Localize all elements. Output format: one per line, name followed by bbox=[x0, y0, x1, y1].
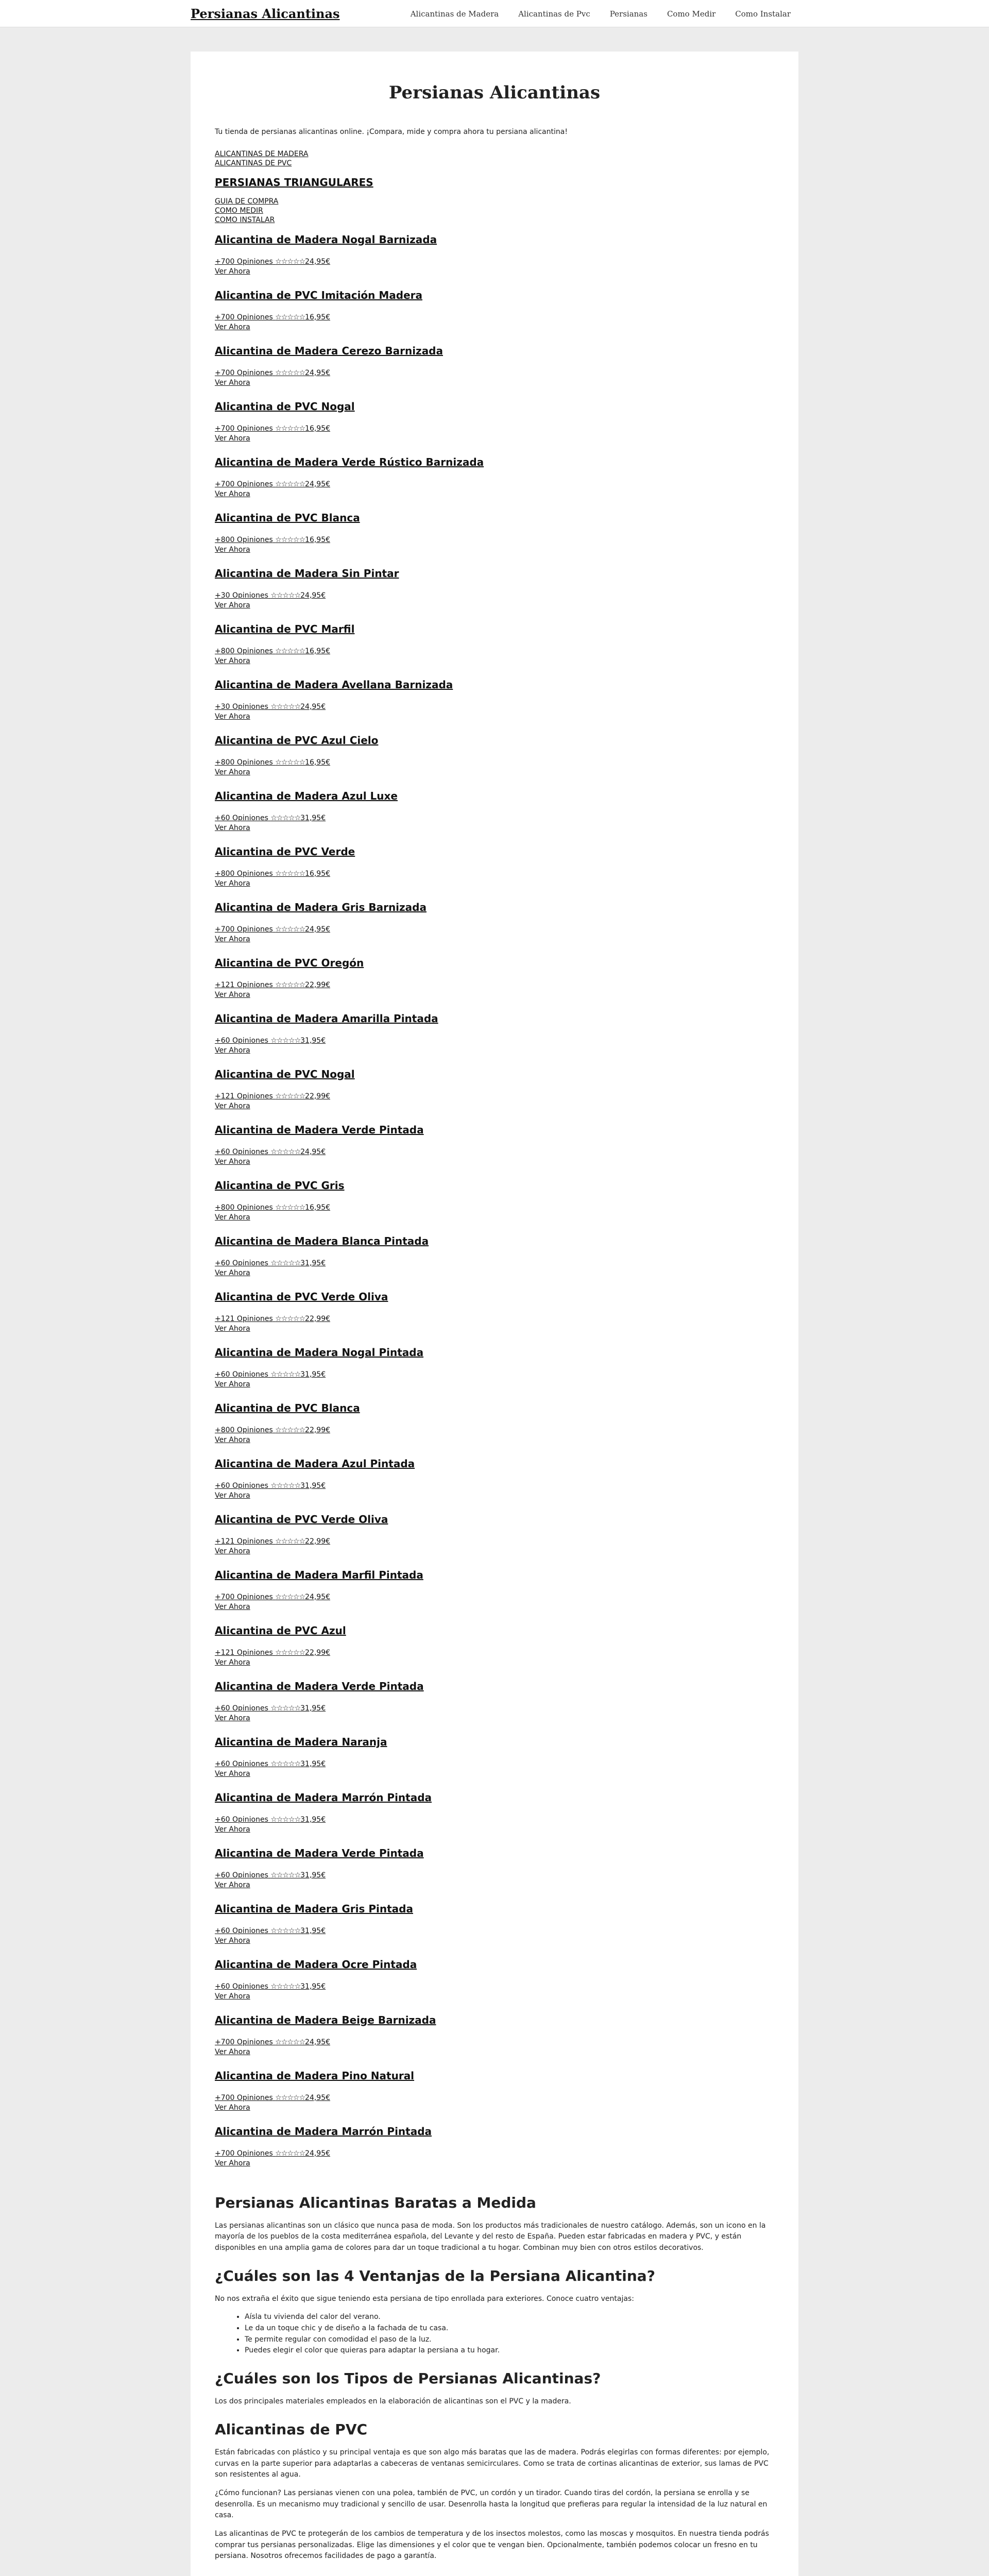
intro-text: Tu tienda de persianas alicantinas online. ¡Compara, mide y compra ahora tu persiana alicantina! bbox=[215, 128, 568, 136]
product-rating-price[interactable] bbox=[215, 925, 774, 935]
product-price: 16,95€ bbox=[305, 313, 331, 321]
product-item bbox=[215, 233, 774, 289]
product-price: 31,95€ bbox=[300, 1815, 326, 1824]
product-name-link[interactable]: Alicantina de PVC Marfil bbox=[215, 622, 355, 635]
product-opinions: +700 Opiniones bbox=[215, 2093, 273, 2102]
product-name-link[interactable]: Alicantina de PVC Blanca bbox=[215, 511, 360, 524]
product-name-link[interactable]: Alicantina de Madera Amarilla Pintada bbox=[215, 1012, 438, 1025]
star-rating-icon: ☆☆☆☆☆ bbox=[275, 869, 305, 878]
product-rating-price[interactable] bbox=[215, 702, 774, 713]
product-name-link[interactable]: Alicantina de PVC Nogal bbox=[215, 400, 355, 413]
guide-links bbox=[215, 197, 774, 225]
product-name-link[interactable]: Alicantina de PVC Verde Oliva bbox=[215, 1513, 388, 1526]
product-name-link[interactable]: Alicantina de Madera Verde Pintada bbox=[215, 1123, 424, 1136]
product-opinions: +60 Opiniones bbox=[215, 1871, 268, 1879]
product-rating-price[interactable] bbox=[215, 1203, 774, 1213]
product-opinions: +700 Opiniones bbox=[215, 424, 273, 433]
product-item bbox=[215, 345, 774, 400]
product-price: 24,95€ bbox=[305, 2149, 331, 2158]
list-item: • Le da un toque chic y de diseño a la fachada de tu casa. bbox=[245, 2323, 774, 2334]
product-opinions: +700 Opiniones bbox=[215, 480, 273, 488]
product-price: 24,95€ bbox=[305, 2038, 331, 2046]
product-name-link[interactable]: Alicantina de Madera Azul Luxe bbox=[215, 789, 398, 802]
product-opinions: +60 Opiniones bbox=[215, 1147, 268, 1156]
view-now-link[interactable]: Ver Ahora bbox=[215, 267, 250, 276]
product-rating-price[interactable] bbox=[215, 758, 774, 768]
product-opinions: +30 Opiniones bbox=[215, 702, 268, 711]
product-rating-price[interactable] bbox=[215, 1759, 774, 1770]
view-now-link[interactable]: Ver Ahora bbox=[215, 935, 250, 944]
product-opinions: +800 Opiniones bbox=[215, 758, 273, 767]
product-item bbox=[215, 2125, 774, 2181]
star-rating-icon: ☆☆☆☆☆ bbox=[275, 1648, 305, 1657]
section-text-pvc-3: Las alicantinas de PVC te protegerán de los cambios de temperatura y de los insectos molestos, como las moscas y mosquitos. En nuestra tienda podrás comprar tus persianas personalizadas. Elige las dimensiones y el color que te vengan bien. Opcionalmente, también podemos colocar un fresno en tu persiana. Nosotros ofrecemos facilidades de pago a garantía. bbox=[215, 2529, 769, 2561]
view-now-link[interactable]: Ver Ahora bbox=[215, 1269, 250, 1278]
view-now-link[interactable]: Ver Ahora bbox=[215, 1046, 250, 1055]
section-text-ventajas: No nos extraña el éxito que sigue teniendo esta persiana de tipo enrollada para exteriores. Conoce cuatro ventajas: bbox=[215, 2294, 634, 2303]
view-now-link[interactable]: Ver Ahora bbox=[215, 1881, 250, 1890]
product-name-link[interactable]: Alicantina de PVC Gris bbox=[215, 1179, 345, 1192]
product-price: 31,95€ bbox=[300, 814, 326, 822]
product-item bbox=[215, 1624, 774, 1680]
product-name-link[interactable]: Alicantina de Madera Azul Pintada bbox=[215, 1457, 415, 1470]
product-price: 31,95€ bbox=[300, 1759, 326, 1768]
view-now-link[interactable]: Ver Ahora bbox=[215, 379, 250, 387]
star-rating-icon: ☆☆☆☆☆ bbox=[270, 1147, 301, 1156]
product-name-link[interactable]: Alicantina de Madera Verde Rústico Barnizada bbox=[215, 455, 484, 468]
view-now-link[interactable]: Ver Ahora bbox=[215, 1992, 250, 2001]
product-price: 31,95€ bbox=[300, 1370, 326, 1379]
product-name-link[interactable]: Alicantina de Madera Cerezo Barnizada bbox=[215, 344, 443, 357]
product-name-link[interactable]: Alicantina de PVC Oregón bbox=[215, 956, 364, 969]
view-now-link[interactable]: Ver Ahora bbox=[215, 601, 250, 610]
product-price: 16,95€ bbox=[305, 758, 331, 767]
product-rating-price[interactable] bbox=[215, 814, 774, 824]
product-price: 22,99€ bbox=[305, 1648, 331, 1657]
product-name-link[interactable]: Alicantina de Madera Marrón Pintada bbox=[215, 2125, 432, 2138]
star-rating-icon: ☆☆☆☆☆ bbox=[270, 1704, 301, 1713]
product-rating-price[interactable] bbox=[215, 1926, 774, 1937]
view-now-link[interactable]: Ver Ahora bbox=[215, 2159, 250, 2168]
product-rating-price[interactable] bbox=[215, 2093, 774, 2104]
star-rating-icon: ☆☆☆☆☆ bbox=[275, 1592, 305, 1601]
product-name-link[interactable]: Alicantina de Madera Ocre Pintada bbox=[215, 1958, 417, 1971]
product-item bbox=[215, 1235, 774, 1291]
star-rating-icon: ☆☆☆☆☆ bbox=[270, 1926, 301, 1935]
product-opinions: +60 Opiniones bbox=[215, 1759, 268, 1768]
link-persianas-triangulares[interactable]: PERSIANAS TRIANGULARES bbox=[215, 176, 373, 189]
star-rating-icon: ☆☆☆☆☆ bbox=[275, 424, 305, 433]
category-links bbox=[215, 149, 774, 168]
product-rating-price[interactable] bbox=[215, 1982, 774, 1992]
product-opinions: +800 Opiniones bbox=[215, 1203, 273, 1212]
product-name-link[interactable]: Alicantina de PVC Blanca bbox=[215, 1401, 360, 1414]
section-title-ventajas: ¿Cuáles son las 4 Ventanjas de la Persiana Alicantina? bbox=[215, 2267, 655, 2284]
star-rating-icon: ☆☆☆☆☆ bbox=[270, 1759, 301, 1768]
star-rating-icon: ☆☆☆☆☆ bbox=[275, 1203, 305, 1212]
product-item bbox=[215, 679, 774, 734]
product-price: 16,95€ bbox=[305, 424, 331, 433]
product-opinions: +700 Opiniones bbox=[215, 1592, 273, 1601]
product-rating-price[interactable] bbox=[215, 535, 774, 546]
product-item bbox=[215, 734, 774, 790]
star-rating-icon: ☆☆☆☆☆ bbox=[275, 1092, 305, 1100]
product-price: 22,99€ bbox=[305, 1537, 331, 1546]
product-item bbox=[215, 1680, 774, 1736]
product-price: 31,95€ bbox=[300, 1982, 326, 1991]
section-text-tipos: Los dos principales materiales empleados en la elaboración de alicantinas son el PVC y la madera. bbox=[215, 2397, 571, 2406]
product-opinions: +60 Opiniones bbox=[215, 1481, 268, 1490]
view-now-link[interactable]: Ver Ahora bbox=[215, 824, 250, 833]
product-rating-price[interactable] bbox=[215, 257, 774, 267]
star-rating-icon: ☆☆☆☆☆ bbox=[270, 1370, 301, 1379]
link-alicantinas-madera[interactable]: ALICANTINAS DE MADERA bbox=[215, 149, 309, 158]
product-price: 24,95€ bbox=[305, 368, 331, 377]
view-now-link[interactable]: Ver Ahora bbox=[215, 1770, 250, 1778]
product-item bbox=[215, 456, 774, 512]
product-rating-price[interactable] bbox=[215, 424, 774, 434]
view-now-link[interactable]: Ver Ahora bbox=[215, 1102, 250, 1111]
product-price: 22,99€ bbox=[305, 1092, 331, 1100]
product-name-link[interactable]: Alicantina de Madera Gris Barnizada bbox=[215, 901, 427, 913]
view-now-link[interactable]: Ver Ahora bbox=[215, 1547, 250, 1556]
product-item bbox=[215, 1903, 774, 1958]
product-name-link[interactable]: Alicantina de Madera Avellana Barnizada bbox=[215, 678, 453, 691]
product-rating-price[interactable] bbox=[215, 2038, 774, 2048]
product-name-link[interactable]: Alicantina de Madera Marrón Pintada bbox=[215, 1791, 432, 1804]
product-rating-price[interactable] bbox=[215, 480, 774, 490]
product-opinions: +60 Opiniones bbox=[215, 1370, 268, 1379]
star-rating-icon: ☆☆☆☆☆ bbox=[275, 313, 305, 321]
section-title-tipos: ¿Cuáles son los Tipos de Persianas Alicantinas? bbox=[215, 2370, 601, 2387]
product-rating-price[interactable] bbox=[215, 591, 774, 601]
link-como-medir[interactable]: COMO MEDIR bbox=[215, 207, 263, 215]
product-rating-price[interactable] bbox=[215, 2149, 774, 2159]
product-opinions: +60 Opiniones bbox=[215, 1926, 268, 1935]
product-opinions: +121 Opiniones bbox=[215, 980, 273, 989]
product-item bbox=[215, 400, 774, 456]
star-rating-icon: ☆☆☆☆☆ bbox=[270, 1982, 301, 1991]
view-now-link[interactable]: Ver Ahora bbox=[215, 1380, 250, 1389]
product-price: 24,95€ bbox=[305, 480, 331, 488]
view-now-link[interactable]: Ver Ahora bbox=[215, 434, 250, 443]
view-now-link[interactable]: Ver Ahora bbox=[215, 1937, 250, 1945]
product-price: 24,95€ bbox=[305, 925, 331, 934]
product-item bbox=[215, 567, 774, 623]
product-price: 24,95€ bbox=[300, 591, 326, 600]
product-name-link[interactable]: Alicantina de Madera Beige Barnizada bbox=[215, 2013, 436, 2026]
main-nav bbox=[411, 9, 791, 19]
product-rating-price[interactable] bbox=[215, 1537, 774, 1547]
product-name-link[interactable]: Alicantina de Madera Naranja bbox=[215, 1735, 387, 1748]
link-alicantinas-pvc[interactable]: ALICANTINAS DE PVC bbox=[215, 159, 292, 167]
view-now-link[interactable]: Ver Ahora bbox=[215, 713, 250, 721]
star-rating-icon: ☆☆☆☆☆ bbox=[275, 758, 305, 767]
star-rating-icon: ☆☆☆☆☆ bbox=[270, 1036, 301, 1045]
product-opinions: +700 Opiniones bbox=[215, 257, 273, 266]
product-opinions: +700 Opiniones bbox=[215, 925, 273, 934]
product-rating-price[interactable] bbox=[215, 1815, 774, 1825]
star-rating-icon: ☆☆☆☆☆ bbox=[275, 2038, 305, 2046]
product-price: 31,95€ bbox=[300, 1704, 326, 1713]
product-opinions: +121 Opiniones bbox=[215, 1537, 273, 1546]
product-opinions: +60 Opiniones bbox=[215, 1704, 268, 1713]
product-opinions: +800 Opiniones bbox=[215, 869, 273, 878]
product-price: 24,95€ bbox=[305, 2093, 331, 2102]
product-price: 31,95€ bbox=[300, 1926, 326, 1935]
star-rating-icon: ☆☆☆☆☆ bbox=[275, 535, 305, 544]
view-now-link[interactable]: Ver Ahora bbox=[215, 768, 250, 777]
product-item bbox=[215, 2014, 774, 2070]
nav-item-como-instalar[interactable]: Como Instalar bbox=[735, 9, 791, 19]
product-rating-price[interactable] bbox=[215, 1648, 774, 1658]
star-rating-icon: ☆☆☆☆☆ bbox=[270, 591, 301, 600]
view-now-link[interactable]: Ver Ahora bbox=[215, 657, 250, 666]
product-rating-price[interactable] bbox=[215, 1036, 774, 1046]
product-price: 22,99€ bbox=[305, 1314, 331, 1323]
product-item bbox=[215, 901, 774, 957]
view-now-link[interactable]: Ver Ahora bbox=[215, 1158, 250, 1166]
product-price: 16,95€ bbox=[305, 869, 331, 878]
star-rating-icon: ☆☆☆☆☆ bbox=[275, 1426, 305, 1434]
product-item bbox=[215, 1068, 774, 1124]
section-text-baratas: Las persianas alicantinas son un clásico que nunca pasa de moda. Son los productos más tradicionales de nuestro catálogo. Además, son un icono en la mayoría de los pueblos de la costa mediterránea española, del Levante y del resto de España. Pueden estar fabricadas en madera y PVC, y están disponibles en una amplia gama de colores para dar un toque tradicional a tu hogar. Combinan muy bien con otros estilos decorativos. bbox=[215, 2221, 766, 2252]
product-opinions: +60 Opiniones bbox=[215, 814, 268, 822]
list-item: • Puedes elegir el color que quieras para adaptar la persiana a tu hogar. bbox=[245, 2345, 774, 2357]
view-now-link[interactable]: Ver Ahora bbox=[215, 1325, 250, 1333]
product-name-link[interactable]: Alicantina de PVC Nogal bbox=[215, 1067, 355, 1080]
product-price: 31,95€ bbox=[300, 1259, 326, 1267]
product-opinions: +60 Opiniones bbox=[215, 1259, 268, 1267]
view-now-link[interactable]: Ver Ahora bbox=[215, 1213, 250, 1222]
product-item bbox=[215, 289, 774, 345]
product-name-link[interactable]: Alicantina de Madera Pino Natural bbox=[215, 2069, 415, 2082]
product-opinions: +700 Opiniones bbox=[215, 313, 273, 321]
product-name-link[interactable]: Alicantina de Madera Nogal Barnizada bbox=[215, 233, 437, 246]
product-price: 31,95€ bbox=[300, 1481, 326, 1490]
link-como-instalar[interactable]: COMO INSTALAR bbox=[215, 216, 275, 225]
product-item bbox=[215, 1346, 774, 1402]
nav-item-alicantinas-pvc[interactable]: Alicantinas de Pvc bbox=[518, 9, 590, 19]
star-rating-icon: ☆☆☆☆☆ bbox=[270, 702, 301, 711]
product-rating-price[interactable] bbox=[215, 1147, 774, 1158]
link-guia-compra[interactable]: GUIA DE COMPRA bbox=[215, 197, 279, 206]
product-opinions: +121 Opiniones bbox=[215, 1314, 273, 1323]
section-title-baratas: Persianas Alicantinas Baratas a Medida bbox=[215, 2194, 536, 2211]
section-text-pvc-2: ¿Cómo funcionan? Las persianas vienen con una polea, también de PVC, un cordón y un tirador. Cuando tiras del cordón, la persiana se enrolla y se desenrolla. Es un mecanismo muy tradicional y sencillo de usar. Desenrolla hasta la longitud que prefieras para regular la intensidad de la luz natural en casa. bbox=[215, 2488, 768, 2520]
star-rating-icon: ☆☆☆☆☆ bbox=[275, 925, 305, 934]
star-rating-icon: ☆☆☆☆☆ bbox=[270, 1815, 301, 1824]
product-price: 16,95€ bbox=[305, 1203, 331, 1212]
product-name-link[interactable]: Alicantina de PVC Imitación Madera bbox=[215, 289, 422, 301]
product-opinions: +30 Opiniones bbox=[215, 591, 268, 600]
product-price: 24,95€ bbox=[300, 1147, 326, 1156]
product-name-link[interactable]: Alicantina de Madera Gris Pintada bbox=[215, 1902, 413, 1915]
product-opinions: +700 Opiniones bbox=[215, 368, 273, 377]
view-now-link[interactable]: Ver Ahora bbox=[215, 1492, 250, 1500]
product-name-link[interactable]: Alicantina de Madera Marfil Pintada bbox=[215, 1568, 423, 1581]
product-rating-price[interactable] bbox=[215, 1592, 774, 1603]
top-navbar bbox=[0, 0, 989, 27]
product-rating-price[interactable] bbox=[215, 1481, 774, 1492]
star-rating-icon: ☆☆☆☆☆ bbox=[275, 2149, 305, 2158]
product-item bbox=[215, 1958, 774, 2014]
product-rating-price[interactable] bbox=[215, 1704, 774, 1714]
product-item bbox=[215, 1124, 774, 1179]
product-name-link[interactable]: Alicantina de PVC Azul bbox=[215, 1624, 346, 1637]
star-rating-icon: ☆☆☆☆☆ bbox=[275, 480, 305, 488]
product-opinions: +700 Opiniones bbox=[215, 2038, 273, 2046]
product-name-link[interactable]: Alicantina de Madera Blanca Pintada bbox=[215, 1234, 429, 1247]
product-opinions: +800 Opiniones bbox=[215, 647, 273, 655]
star-rating-icon: ☆☆☆☆☆ bbox=[270, 814, 301, 822]
section-text-pvc-1: Están fabricadas con plástico y su principal ventaja es que son algo más baratas que las de madera. Podrás elegirlas con formas diferentes: por ejemplo, curvas en la parte superior para adaptarlas a cabeceras de ventanas semicirculares. Como se trata de cortinas alicantinas de exterior, sus lamas de PVC son resistentes al agua. bbox=[215, 2448, 770, 2479]
product-name-link[interactable]: Alicantina de Madera Verde Pintada bbox=[215, 1846, 424, 1859]
product-item bbox=[215, 2070, 774, 2125]
product-rating-price[interactable] bbox=[215, 980, 774, 991]
product-opinions: +60 Opiniones bbox=[215, 1815, 268, 1824]
star-rating-icon: ☆☆☆☆☆ bbox=[275, 980, 305, 989]
product-price: 31,95€ bbox=[300, 1871, 326, 1879]
product-item bbox=[215, 512, 774, 567]
view-now-link[interactable]: Ver Ahora bbox=[215, 879, 250, 888]
product-rating-price[interactable] bbox=[215, 1314, 774, 1325]
product-item bbox=[215, 1458, 774, 1513]
product-item bbox=[215, 957, 774, 1012]
view-now-link[interactable]: Ver Ahora bbox=[215, 323, 250, 332]
view-now-link[interactable]: Ver Ahora bbox=[215, 1825, 250, 1834]
product-item bbox=[215, 623, 774, 679]
nav-item-como-medir[interactable]: Como Medir bbox=[667, 9, 716, 19]
product-rating-price[interactable] bbox=[215, 368, 774, 379]
product-price: 24,95€ bbox=[305, 1592, 331, 1601]
product-item bbox=[215, 790, 774, 845]
star-rating-icon: ☆☆☆☆☆ bbox=[275, 368, 305, 377]
star-rating-icon: ☆☆☆☆☆ bbox=[275, 257, 305, 266]
view-now-link[interactable]: Ver Ahora bbox=[215, 2104, 250, 2112]
view-now-link[interactable]: Ver Ahora bbox=[215, 991, 250, 999]
product-price: 24,95€ bbox=[300, 702, 326, 711]
product-item bbox=[215, 1179, 774, 1235]
product-rating-price[interactable] bbox=[215, 313, 774, 323]
section-title-pvc: Alicantinas de PVC bbox=[215, 2420, 368, 2438]
product-item bbox=[215, 1012, 774, 1068]
product-item bbox=[215, 1791, 774, 1847]
product-name-link[interactable]: Alicantina de Madera Nogal Pintada bbox=[215, 1346, 424, 1359]
product-rating-price[interactable] bbox=[215, 1259, 774, 1269]
view-now-link[interactable]: Ver Ahora bbox=[215, 546, 250, 554]
star-rating-icon: ☆☆☆☆☆ bbox=[275, 2093, 305, 2102]
view-now-link[interactable]: Ver Ahora bbox=[215, 1714, 250, 1723]
page-title: Persianas Alicantinas bbox=[388, 82, 601, 103]
product-list bbox=[215, 233, 774, 2181]
star-rating-icon: ☆☆☆☆☆ bbox=[275, 647, 305, 655]
product-price: 22,99€ bbox=[305, 1426, 331, 1434]
product-item bbox=[215, 1513, 774, 1569]
nav-item-persianas[interactable]: Persianas bbox=[609, 9, 647, 19]
product-name-link[interactable]: Alicantina de PVC Verde bbox=[215, 845, 355, 858]
view-now-link[interactable]: Ver Ahora bbox=[215, 1658, 250, 1667]
star-rating-icon: ☆☆☆☆☆ bbox=[275, 1537, 305, 1546]
star-rating-icon: ☆☆☆☆☆ bbox=[270, 1871, 301, 1879]
product-item bbox=[215, 1569, 774, 1624]
product-opinions: +800 Opiniones bbox=[215, 1426, 273, 1434]
product-price: 22,99€ bbox=[305, 980, 331, 989]
view-now-link[interactable]: Ver Ahora bbox=[215, 490, 250, 499]
product-name-link[interactable]: Alicantina de Madera Verde Pintada bbox=[215, 1680, 424, 1692]
product-name-link[interactable]: Alicantina de Madera Sin Pintar bbox=[215, 567, 399, 580]
product-opinions: +60 Opiniones bbox=[215, 1982, 268, 1991]
product-name-link[interactable]: Alicantina de PVC Azul Cielo bbox=[215, 734, 379, 747]
ventajas-list bbox=[215, 2312, 774, 2357]
product-item bbox=[215, 1736, 774, 1791]
product-rating-price[interactable] bbox=[215, 1426, 774, 1436]
star-rating-icon: ☆☆☆☆☆ bbox=[270, 1481, 301, 1490]
product-rating-price[interactable] bbox=[215, 1092, 774, 1102]
product-opinions: +121 Opiniones bbox=[215, 1648, 273, 1657]
product-name-link[interactable]: Alicantina de PVC Verde Oliva bbox=[215, 1290, 388, 1303]
product-rating-price[interactable] bbox=[215, 1871, 774, 1881]
site-brand-link[interactable]: Persianas Alicantinas bbox=[191, 6, 340, 21]
product-price: 16,95€ bbox=[305, 535, 331, 544]
product-rating-price[interactable] bbox=[215, 647, 774, 657]
nav-item-alicantinas-madera[interactable]: Alicantinas de Madera bbox=[410, 9, 499, 19]
product-price: 31,95€ bbox=[300, 1036, 326, 1045]
product-item bbox=[215, 1291, 774, 1346]
view-now-link[interactable]: Ver Ahora bbox=[215, 2048, 250, 2057]
product-item bbox=[215, 1847, 774, 1903]
product-price: 16,95€ bbox=[305, 647, 331, 655]
star-rating-icon: ☆☆☆☆☆ bbox=[275, 1314, 305, 1323]
list-item: • Aísla tu vivienda del calor del verano. bbox=[245, 2312, 774, 2323]
product-rating-price[interactable] bbox=[215, 1370, 774, 1380]
product-opinions: +121 Opiniones bbox=[215, 1092, 273, 1100]
product-item bbox=[215, 845, 774, 901]
product-opinions: +700 Opiniones bbox=[215, 2149, 273, 2158]
view-now-link[interactable]: Ver Ahora bbox=[215, 1603, 250, 1612]
view-now-link[interactable]: Ver Ahora bbox=[215, 1436, 250, 1445]
product-opinions: +60 Opiniones bbox=[215, 1036, 268, 1045]
content-card bbox=[191, 52, 798, 2576]
star-rating-icon: ☆☆☆☆☆ bbox=[270, 1259, 301, 1267]
list-item: • Te permite regular con comodidad el paso de la luz. bbox=[245, 2334, 774, 2346]
product-item bbox=[215, 1402, 774, 1458]
product-price: 24,95€ bbox=[305, 257, 331, 266]
product-opinions: +800 Opiniones bbox=[215, 535, 273, 544]
product-rating-price[interactable] bbox=[215, 869, 774, 879]
